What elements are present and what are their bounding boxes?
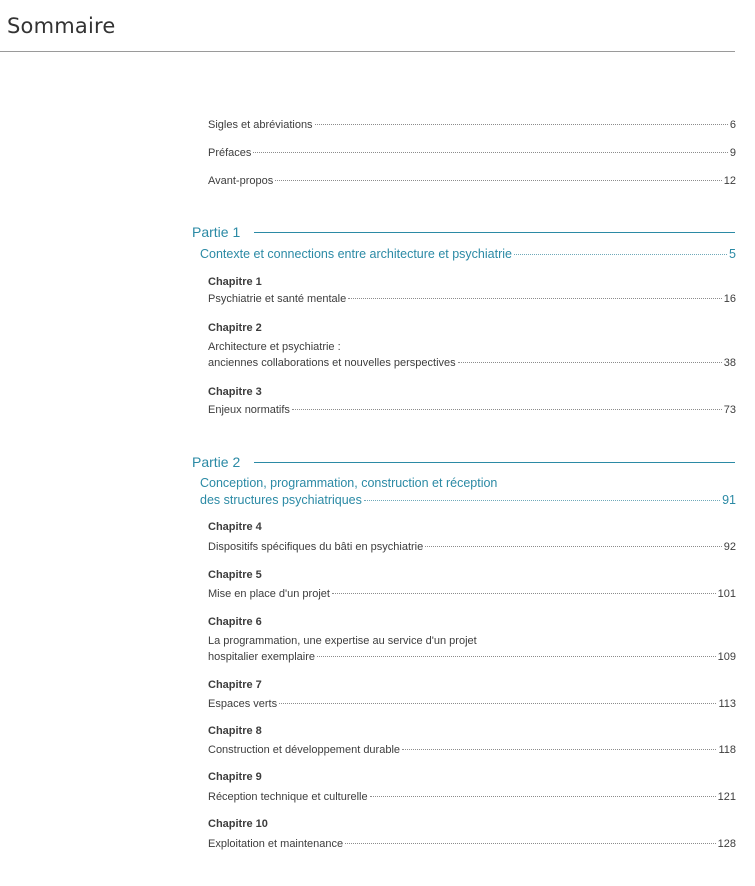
part-label: Partie 1 bbox=[192, 224, 241, 240]
toc-page-number: 92 bbox=[723, 541, 736, 553]
part-divider bbox=[254, 462, 735, 463]
toc-page-number: 9 bbox=[729, 147, 736, 159]
chapter-3-entry[interactable] bbox=[208, 404, 736, 416]
chapter-title: hospitalier exemplaire bbox=[208, 651, 315, 663]
part-title-line: Conception, programmation, construction et réception bbox=[200, 476, 498, 490]
toc-entry-prefaces[interactable] bbox=[208, 147, 736, 159]
dot-leader bbox=[275, 180, 722, 181]
chapter-2-entry[interactable] bbox=[208, 357, 736, 369]
chapter-label: Chapitre 1 bbox=[208, 276, 262, 288]
chapter-title: Mise en place d'un projet bbox=[208, 588, 330, 600]
toc-page-number: 73 bbox=[723, 404, 736, 416]
toc-page-number: 38 bbox=[723, 357, 736, 369]
toc-page-number: 5 bbox=[729, 247, 736, 261]
chapter-label: Chapitre 3 bbox=[208, 386, 262, 398]
toc-entry-label: Préfaces bbox=[208, 147, 252, 159]
chapter-title: Dispositifs spécifiques du bâti en psychiatrie bbox=[208, 541, 424, 553]
dot-leader bbox=[364, 500, 720, 501]
part-label: Partie 2 bbox=[192, 454, 241, 470]
toc-page-number: 101 bbox=[717, 588, 736, 600]
part-divider bbox=[254, 232, 735, 233]
dot-leader bbox=[458, 362, 722, 363]
toc-entry-label: Sigles et abréviations bbox=[208, 119, 313, 131]
dot-leader bbox=[279, 703, 716, 704]
toc-page-number: 16 bbox=[723, 293, 736, 305]
title-divider bbox=[0, 51, 735, 52]
toc-entry-avant-propos[interactable] bbox=[208, 175, 736, 187]
chapter-label: Chapitre 6 bbox=[208, 616, 262, 628]
chapter-title: Espaces verts bbox=[208, 698, 278, 710]
dot-leader bbox=[292, 409, 722, 410]
dot-leader bbox=[402, 749, 716, 750]
part-1-heading bbox=[192, 224, 735, 240]
dot-leader bbox=[253, 152, 727, 153]
toc-page-number: 91 bbox=[722, 493, 736, 507]
toc-page-number: 128 bbox=[717, 838, 736, 850]
chapter-7-entry[interactable] bbox=[208, 698, 736, 710]
chapter-label: Chapitre 5 bbox=[208, 569, 262, 581]
chapter-title: Psychiatrie et santé mentale bbox=[208, 293, 347, 305]
page-title: Sommaire bbox=[7, 14, 116, 38]
chapter-label: Chapitre 8 bbox=[208, 725, 262, 737]
toc-page-number: 121 bbox=[717, 791, 736, 803]
dot-leader bbox=[348, 298, 722, 299]
chapter-label: Chapitre 9 bbox=[208, 771, 262, 783]
chapter-label: Chapitre 4 bbox=[208, 521, 262, 533]
chapter-5-entry[interactable] bbox=[208, 588, 736, 600]
chapter-label: Chapitre 10 bbox=[208, 818, 268, 830]
chapter-title: Construction et développement durable bbox=[208, 744, 401, 756]
toc-page-number: 113 bbox=[718, 698, 736, 710]
chapter-title: Enjeux normatifs bbox=[208, 404, 290, 416]
chapter-label: Chapitre 7 bbox=[208, 679, 262, 691]
dot-leader bbox=[317, 656, 716, 657]
toc-page-number: 118 bbox=[718, 744, 736, 756]
chapter-title: Exploitation et maintenance bbox=[208, 838, 344, 850]
chapter-1-entry[interactable] bbox=[208, 293, 736, 305]
chapter-title: anciennes collaborations et nouvelles perspectives bbox=[208, 357, 456, 369]
dot-leader bbox=[315, 124, 728, 125]
chapter-title-line: Architecture et psychiatrie : bbox=[208, 341, 341, 353]
chapter-8-entry[interactable] bbox=[208, 744, 736, 756]
dot-leader bbox=[425, 546, 722, 547]
part-title: des structures psychiatriques bbox=[200, 493, 362, 507]
dot-leader bbox=[345, 843, 715, 844]
chapter-title: Réception technique et culturelle bbox=[208, 791, 368, 803]
dot-leader bbox=[514, 254, 727, 255]
dot-leader bbox=[370, 796, 716, 797]
part-1-title-entry[interactable] bbox=[200, 247, 736, 261]
chapter-4-entry[interactable] bbox=[208, 541, 736, 553]
toc-page-number: 6 bbox=[729, 119, 736, 131]
toc-page-number: 12 bbox=[723, 175, 736, 187]
chapter-6-entry[interactable] bbox=[208, 651, 736, 663]
part-2-heading bbox=[192, 454, 735, 470]
chapter-9-entry[interactable] bbox=[208, 791, 736, 803]
part-title: Contexte et connections entre architecture et psychiatrie bbox=[200, 247, 512, 261]
toc-entry-label: Avant-propos bbox=[208, 175, 274, 187]
chapter-label: Chapitre 2 bbox=[208, 322, 262, 334]
chapter-10-entry[interactable] bbox=[208, 838, 736, 850]
chapter-title-line: La programmation, une expertise au service d'un projet bbox=[208, 635, 477, 647]
toc-entry-sigles[interactable] bbox=[208, 119, 736, 131]
part-2-title-entry[interactable] bbox=[200, 493, 736, 507]
dot-leader bbox=[332, 593, 716, 594]
toc-page-number: 109 bbox=[717, 651, 736, 663]
